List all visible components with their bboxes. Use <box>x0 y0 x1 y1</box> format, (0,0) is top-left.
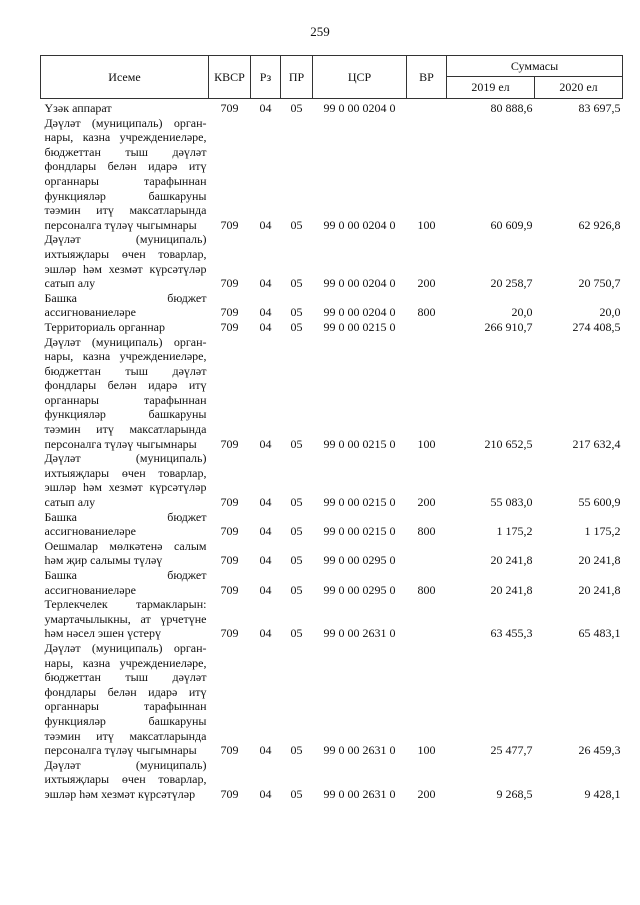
row-name-line: сатып алу <box>44 276 96 291</box>
header-kvsr: КВСР <box>209 56 251 99</box>
row-name-line: функцияләр башкаруны <box>44 407 207 422</box>
row-name <box>41 291 209 320</box>
cell-rz: 04 <box>259 319 272 334</box>
cell-sum-2019: 210 652,5 <box>484 436 533 451</box>
cell-vr: 800 <box>417 524 436 539</box>
cell-sum-2020: 20 241,8 <box>578 553 621 568</box>
cell-csr: 99 0 00 0215 0 <box>323 524 396 539</box>
table-row <box>41 758 623 802</box>
row-name-line: Дәүләт (муниципаль) орган- <box>44 334 207 349</box>
cell-sum-2019: 60 609,9 <box>490 217 533 232</box>
cell-csr: 99 0 00 0295 0 <box>323 582 396 597</box>
row-name-line: тәэмин итү максатларында <box>44 422 207 437</box>
cell-sum-2020: 20 241,8 <box>578 582 621 597</box>
row-name-line: Башка бюджет <box>44 290 207 305</box>
row-name-line: һәм нәсел эшен үстерү <box>44 626 161 641</box>
cell-csr: 99 0 00 0215 0 <box>323 495 396 510</box>
header-year-2020: 2020 ел <box>535 77 623 99</box>
cell-vr <box>407 99 447 116</box>
cell-sum-2019: 20 258,7 <box>490 276 533 291</box>
cell-sum-2020: 20,0 <box>599 305 621 320</box>
page-number: 259 <box>310 24 330 39</box>
row-name <box>41 335 209 452</box>
row-name <box>41 116 209 233</box>
cell-rz: 04 <box>259 217 272 232</box>
cell-kvsr: 709 <box>220 217 239 232</box>
row-name-line: бюджеттан тыш дәүләт <box>44 144 207 159</box>
cell-sum-2019: 20,0 <box>511 305 533 320</box>
table-row <box>41 539 623 568</box>
cell-rz: 04 <box>259 582 272 597</box>
row-name-line: Терлекчелек тармакларын: <box>44 597 207 612</box>
header-year-2019: 2019 ел <box>447 77 535 99</box>
cell-sum-2020: 55 600,9 <box>578 495 621 510</box>
cell-vr: 200 <box>417 495 436 510</box>
cell-csr: 99 0 00 2631 0 <box>323 786 396 801</box>
row-name-line: персоналга түләү чыгымнары <box>44 436 197 451</box>
cell-csr: 99 0 00 0204 0 <box>323 305 396 320</box>
table-row <box>41 320 623 335</box>
cell-rz: 04 <box>259 743 272 758</box>
cell-vr <box>407 320 447 335</box>
row-name <box>41 451 209 509</box>
row-name-line: эшләр һәм хезмәт күрсәтүләр <box>44 261 207 276</box>
row-name-line: Дәүләт (муниципаль) <box>44 451 207 466</box>
cell-kvsr: 709 <box>220 305 239 320</box>
cell-pr: 05 <box>290 743 303 758</box>
cell-sum-2019: 63 455,3 <box>490 626 533 641</box>
table-row <box>41 568 623 597</box>
cell-vr: 800 <box>417 582 436 597</box>
row-name-line: органнары тарафыннан <box>44 392 207 407</box>
cell-kvsr: 709 <box>220 553 239 568</box>
cell-pr: 05 <box>290 305 303 320</box>
row-name-line: нары, казна учреждениеләре, <box>44 349 207 364</box>
row-name-line: персоналга түләү чыгымнары <box>44 743 197 758</box>
cell-csr: 99 0 00 0204 0 <box>323 101 396 115</box>
cell-kvsr: 709 <box>220 786 239 801</box>
cell-vr: 100 <box>417 217 436 232</box>
row-name-line: нары, казна учреждениеләре, <box>44 655 207 670</box>
cell-sum-2019: 1 175,2 <box>496 524 533 539</box>
cell-kvsr: 709 <box>220 582 239 597</box>
cell-pr: 05 <box>290 495 303 510</box>
cell-kvsr: 709 <box>220 436 239 451</box>
cell-sum-2019: 20 241,8 <box>490 553 533 568</box>
cell-pr: 05 <box>290 553 303 568</box>
row-name-line: умартачылыкны, ат үрчетүне <box>44 611 207 626</box>
table-row <box>41 451 623 509</box>
cell-csr: 99 0 00 0204 0 <box>323 217 396 232</box>
row-name <box>41 320 209 335</box>
cell-vr <box>407 597 447 641</box>
cell-rz: 04 <box>259 626 272 641</box>
row-name-line: Башка бюджет <box>44 568 207 582</box>
cell-pr: 05 <box>290 436 303 451</box>
cell-csr: 99 0 00 0295 0 <box>323 553 396 568</box>
table-row <box>41 99 623 116</box>
cell-vr: 200 <box>417 276 436 291</box>
row-name-line: Дәүләт (муниципаль) орган- <box>44 640 207 655</box>
row-name-line: һәм җир салымы түләү <box>44 553 163 568</box>
row-name <box>41 597 209 641</box>
header-pr: ПР <box>281 56 313 99</box>
cell-kvsr: 709 <box>220 743 239 758</box>
cell-kvsr: 709 <box>220 524 239 539</box>
table-row <box>41 510 623 539</box>
cell-vr: 200 <box>417 786 436 801</box>
cell-rz: 04 <box>259 101 272 115</box>
table-header <box>41 56 623 99</box>
cell-pr: 05 <box>290 276 303 291</box>
row-name-line: ассигнованиеләре <box>44 582 136 597</box>
table-row <box>41 597 623 641</box>
row-name <box>41 539 209 568</box>
row-name-line: тәэмин итү максатларында <box>44 728 207 743</box>
row-name-line: фондлары белән идарә итү <box>44 378 207 393</box>
table-row <box>41 335 623 452</box>
table-row <box>41 116 623 233</box>
cell-pr: 05 <box>290 582 303 597</box>
row-name-line: эшләр һәм хезмәт күрсәтүләр <box>44 480 207 495</box>
cell-sum-2020: 26 459,3 <box>578 743 621 758</box>
cell-kvsr: 709 <box>220 319 239 334</box>
cell-pr: 05 <box>290 217 303 232</box>
header-csr: ЦСР <box>313 56 407 99</box>
cell-rz: 04 <box>259 276 272 291</box>
cell-vr: 100 <box>417 743 436 758</box>
cell-rz: 04 <box>259 553 272 568</box>
cell-pr: 05 <box>290 626 303 641</box>
cell-pr: 05 <box>290 101 303 115</box>
header-name: Исеме <box>41 56 209 99</box>
cell-sum-2019: 55 083,0 <box>490 495 533 510</box>
row-name-line: ассигнованиеләре <box>44 305 136 320</box>
row-name <box>41 99 209 116</box>
row-name-line: Башка бюджет <box>44 509 207 524</box>
row-name-line: ихтыяҗлары өчен товарлар, <box>44 465 207 480</box>
table-body <box>41 99 623 802</box>
cell-kvsr: 709 <box>220 276 239 291</box>
cell-vr: 800 <box>417 305 436 320</box>
row-name-line: функцияләр башкаруны <box>44 713 207 728</box>
cell-rz: 04 <box>259 786 272 801</box>
row-name-line: Үзәк аппарат <box>44 101 112 115</box>
row-name-line: бюджеттан тыш дәүләт <box>44 670 207 685</box>
cell-sum-2020: 65 483,1 <box>578 626 621 641</box>
row-name <box>41 641 209 758</box>
cell-rz: 04 <box>259 495 272 510</box>
cell-sum-2019: 80 888,6 <box>490 101 533 115</box>
row-name-line: Оешмалар мөлкәтенә салым <box>44 538 207 553</box>
table-row <box>41 641 623 758</box>
cell-pr: 05 <box>290 524 303 539</box>
budget-table <box>40 55 623 802</box>
row-name-line: Дәүләт (муниципаль) орган- <box>44 115 207 130</box>
cell-rz: 04 <box>259 524 272 539</box>
cell-sum-2019: 20 241,8 <box>490 582 533 597</box>
row-name <box>41 758 209 802</box>
cell-kvsr: 709 <box>220 101 239 115</box>
cell-kvsr: 709 <box>220 495 239 510</box>
cell-vr <box>407 539 447 568</box>
row-name-line: персоналга түләү чыгымнары <box>44 217 197 232</box>
row-name-line: эшләр һәм хезмәт күрсәтүләр <box>44 786 196 801</box>
cell-csr: 99 0 00 0204 0 <box>323 276 396 291</box>
row-name-line: органнары тарафыннан <box>44 173 207 188</box>
row-name-line: тәэмин итү максатларында <box>44 203 207 218</box>
cell-csr: 99 0 00 2631 0 <box>323 626 396 641</box>
table-row <box>41 232 623 290</box>
cell-vr: 100 <box>417 436 436 451</box>
row-name-line: бюджеттан тыш дәүләт <box>44 363 207 378</box>
row-name-line: функцияләр башкаруны <box>44 188 207 203</box>
row-name-line: Дәүләт (муниципаль) <box>44 757 207 772</box>
cell-sum-2020: 1 175,2 <box>584 524 621 539</box>
row-name-line: фондлары белән идарә итү <box>44 159 207 174</box>
cell-pr: 05 <box>290 319 303 334</box>
row-name-line: сатып алу <box>44 495 96 510</box>
cell-sum-2020: 274 408,5 <box>572 319 621 334</box>
cell-sum-2020: 62 926,8 <box>578 217 621 232</box>
cell-sum-2019: 9 268,5 <box>496 786 533 801</box>
cell-rz: 04 <box>259 305 272 320</box>
row-name-line: ихтыяҗлары өчен товарлар, <box>44 246 207 261</box>
row-name <box>41 232 209 290</box>
row-name-line: нары, казна учреждениеләре, <box>44 130 207 145</box>
header-vr: ВР <box>407 56 447 99</box>
cell-sum-2020: 217 632,4 <box>572 436 621 451</box>
row-name-line: Территориаль органнар <box>44 319 165 334</box>
row-name-line: ассигнованиеләре <box>44 524 136 539</box>
row-name-line: ихтыяҗлары өчен товарлар, <box>44 772 207 787</box>
row-name <box>41 568 209 597</box>
cell-rz: 04 <box>259 436 272 451</box>
cell-sum-2020: 9 428,1 <box>584 786 621 801</box>
row-name-line: органнары тарафыннан <box>44 699 207 714</box>
cell-sum-2020: 83 697,5 <box>578 101 621 115</box>
cell-csr: 99 0 00 0215 0 <box>323 436 396 451</box>
row-name-line: фондлары белән идарә итү <box>44 684 207 699</box>
header-sums: Суммасы <box>447 56 623 77</box>
header-rz: Рз <box>251 56 281 99</box>
cell-csr: 99 0 00 0215 0 <box>323 319 396 334</box>
cell-pr: 05 <box>290 786 303 801</box>
row-name <box>41 510 209 539</box>
table-row <box>41 291 623 320</box>
cell-sum-2020: 20 750,7 <box>578 276 621 291</box>
cell-sum-2019: 266 910,7 <box>484 319 533 334</box>
row-name-line: Дәүләт (муниципаль) <box>44 232 207 247</box>
cell-kvsr: 709 <box>220 626 239 641</box>
cell-csr: 99 0 00 2631 0 <box>323 743 396 758</box>
cell-sum-2019: 25 477,7 <box>490 743 533 758</box>
